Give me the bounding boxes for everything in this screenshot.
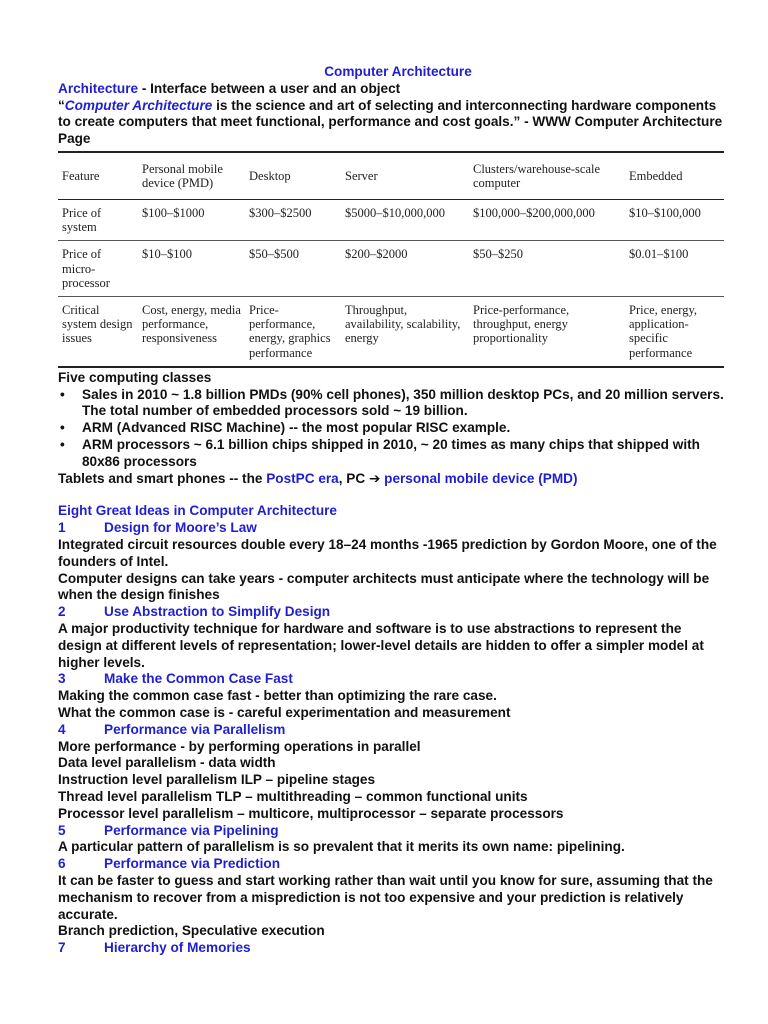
header-embedded: Embedded xyxy=(629,168,683,183)
idea-text: Making the common case fast - better than optimizing the rare case. xyxy=(58,688,497,704)
table-row xyxy=(58,297,724,367)
computing-classes-table xyxy=(58,151,724,368)
idea-title: Hierarchy of Memories xyxy=(104,940,251,956)
bullet-text: ARM processors ~ 6.1 billion chips shipped in 2010, ~ 20 times as many chips that shipped with 80x86 processors xyxy=(82,437,700,469)
table-cell: Cost, energy, media performance, responsiveness xyxy=(142,303,241,346)
idea-heading xyxy=(58,722,728,739)
table-cell: Throughput, availability, scalability, energy xyxy=(345,303,461,346)
arrow-icon: ➔ xyxy=(368,470,381,486)
postpc-era-term: PostPC era xyxy=(266,470,339,486)
idea-number: 1 xyxy=(58,520,66,536)
idea-number: 7 xyxy=(58,940,66,956)
idea-heading xyxy=(58,671,728,688)
tablets-mid: , PC xyxy=(338,470,369,486)
table-cell: Price-performance, energy, graphics performance xyxy=(249,303,331,360)
table-cell: $5000–$10,000,000 xyxy=(345,205,445,220)
idea-number: 3 xyxy=(58,671,66,687)
idea-text: What the common case is - careful experimentation and measurement xyxy=(58,704,511,720)
idea-text: Computer designs can take years - computer architects must anticipate where the technology will be when the design finishes xyxy=(58,570,710,603)
header-feature: Feature xyxy=(62,168,100,183)
idea-heading xyxy=(58,940,728,957)
idea-text: Processor level parallelism – multicore, multiprocessor – separate processors xyxy=(58,805,564,821)
idea-text: Instruction level parallelism ILP – pipeline stages xyxy=(58,772,376,788)
idea-title: Use Abstraction to Simplify Design xyxy=(104,604,331,620)
classes-heading: Five computing classes xyxy=(58,369,212,385)
bullet-icon: • xyxy=(60,437,65,452)
list-item xyxy=(58,387,728,421)
idea-title: Performance via Parallelism xyxy=(104,721,286,737)
table-cell: $10–$100 xyxy=(142,247,192,262)
idea-heading xyxy=(58,823,728,840)
table-cell: $200–$2000 xyxy=(345,247,408,262)
table-cell: Critical system design issues xyxy=(62,303,133,346)
architecture-definition xyxy=(58,81,728,98)
classes-bullet-list xyxy=(58,387,728,471)
definition-term: Architecture xyxy=(58,80,139,96)
bullet-text: Sales in 2010 ~ 1.8 billion PMDs (90% cell phones), 350 million desktop PCs, and 20 million servers. The total number of embedded processors sold ~ 19 billion. xyxy=(82,386,724,419)
idea-heading xyxy=(58,856,728,873)
list-item xyxy=(58,437,728,471)
table-cell: $300–$2500 xyxy=(249,205,312,220)
table-header-row xyxy=(58,152,724,200)
table-cell: $10–$100,000 xyxy=(629,205,701,220)
idea-number: 4 xyxy=(58,721,66,737)
idea-title: Make the Common Case Fast xyxy=(104,671,293,687)
pmd-term: personal mobile device (PMD) xyxy=(380,470,578,486)
idea-title: Performance via Pipelining xyxy=(104,822,279,838)
table-cell: Price-performance, throughput, energy proportionality xyxy=(473,303,570,346)
quote-open: “ xyxy=(58,97,65,113)
idea-text: A major productivity technique for hardware and software is to use abstractions to represent the design at different levels of representation; lower-level details are hidden to offer a simpler model at higher levels. xyxy=(58,620,704,670)
table-cell: $100–$1000 xyxy=(142,205,205,220)
bullet-icon: • xyxy=(60,386,65,402)
tablets-prefix: Tablets and smart phones -- the xyxy=(58,470,267,486)
table-row xyxy=(58,199,724,240)
bullet-icon: • xyxy=(60,420,65,436)
page-title: Computer Architecture xyxy=(324,64,472,79)
idea-title: Design for Moore’s Law xyxy=(104,520,257,536)
header-server: Server xyxy=(345,168,378,183)
idea-text: Thread level parallelism TLP – multithreading – common functional units xyxy=(58,788,528,804)
tablets-line xyxy=(58,471,728,488)
list-item xyxy=(58,420,728,437)
idea-text: It can be faster to guess and start working rather than wait until you know for sure, assuming that the mechanism to recover from a misprediction is not too expensive and your prediction is relatively accurate. xyxy=(58,872,713,922)
idea-title: Performance via Prediction xyxy=(104,856,281,872)
idea-number: 6 xyxy=(58,856,66,872)
table-cell: $0.01–$100 xyxy=(629,247,689,262)
quote-term: Computer Architecture xyxy=(64,97,213,113)
bullet-text: ARM (Advanced RISC Machine) -- the most popular RISC example. xyxy=(82,420,511,436)
table-cell: $50–$500 xyxy=(249,247,299,262)
header-pmd: Personal mobile device (PMD) xyxy=(142,161,223,190)
architecture-quote xyxy=(58,98,728,148)
document-page xyxy=(58,64,728,957)
table-cell: $100,000–$200,000,000 xyxy=(473,205,595,220)
idea-text: Data level parallelism - data width xyxy=(58,755,276,771)
quote-text: is the science and art of selecting and interconnecting hardware components to create computers that meet functional, performance and cost goals.” - WWW Computer Architecture Page xyxy=(58,97,723,147)
idea-number: 5 xyxy=(58,822,66,838)
idea-heading xyxy=(58,520,728,537)
idea-text: Integrated circuit resources double every 18–24 months -1965 prediction by Gordon Moore, one of the founders of Intel. xyxy=(58,536,717,569)
table-cell: Price, energy, application-specific performance xyxy=(629,303,698,360)
idea-text: A particular pattern of parallelism is so prevalent that it merits its own name: pipelining. xyxy=(58,839,625,855)
header-clusters: Clusters/warehouse-scale computer xyxy=(473,161,601,190)
header-desktop: Desktop xyxy=(249,168,291,183)
ideas-list xyxy=(58,520,728,957)
ideas-heading: Eight Great Ideas in Computer Architecture xyxy=(58,503,337,519)
idea-text: More performance - by performing operations in parallel xyxy=(58,738,421,754)
table-cell: Price of micro-processor xyxy=(62,247,110,290)
idea-heading xyxy=(58,604,728,621)
table-row xyxy=(58,241,724,297)
idea-text: Branch prediction, Speculative execution xyxy=(58,923,325,939)
table-cell: Price of system xyxy=(62,205,102,235)
idea-number: 2 xyxy=(58,604,66,620)
table-cell: $50–$250 xyxy=(473,247,523,262)
definition-text: - Interface between a user and an object xyxy=(138,80,401,96)
